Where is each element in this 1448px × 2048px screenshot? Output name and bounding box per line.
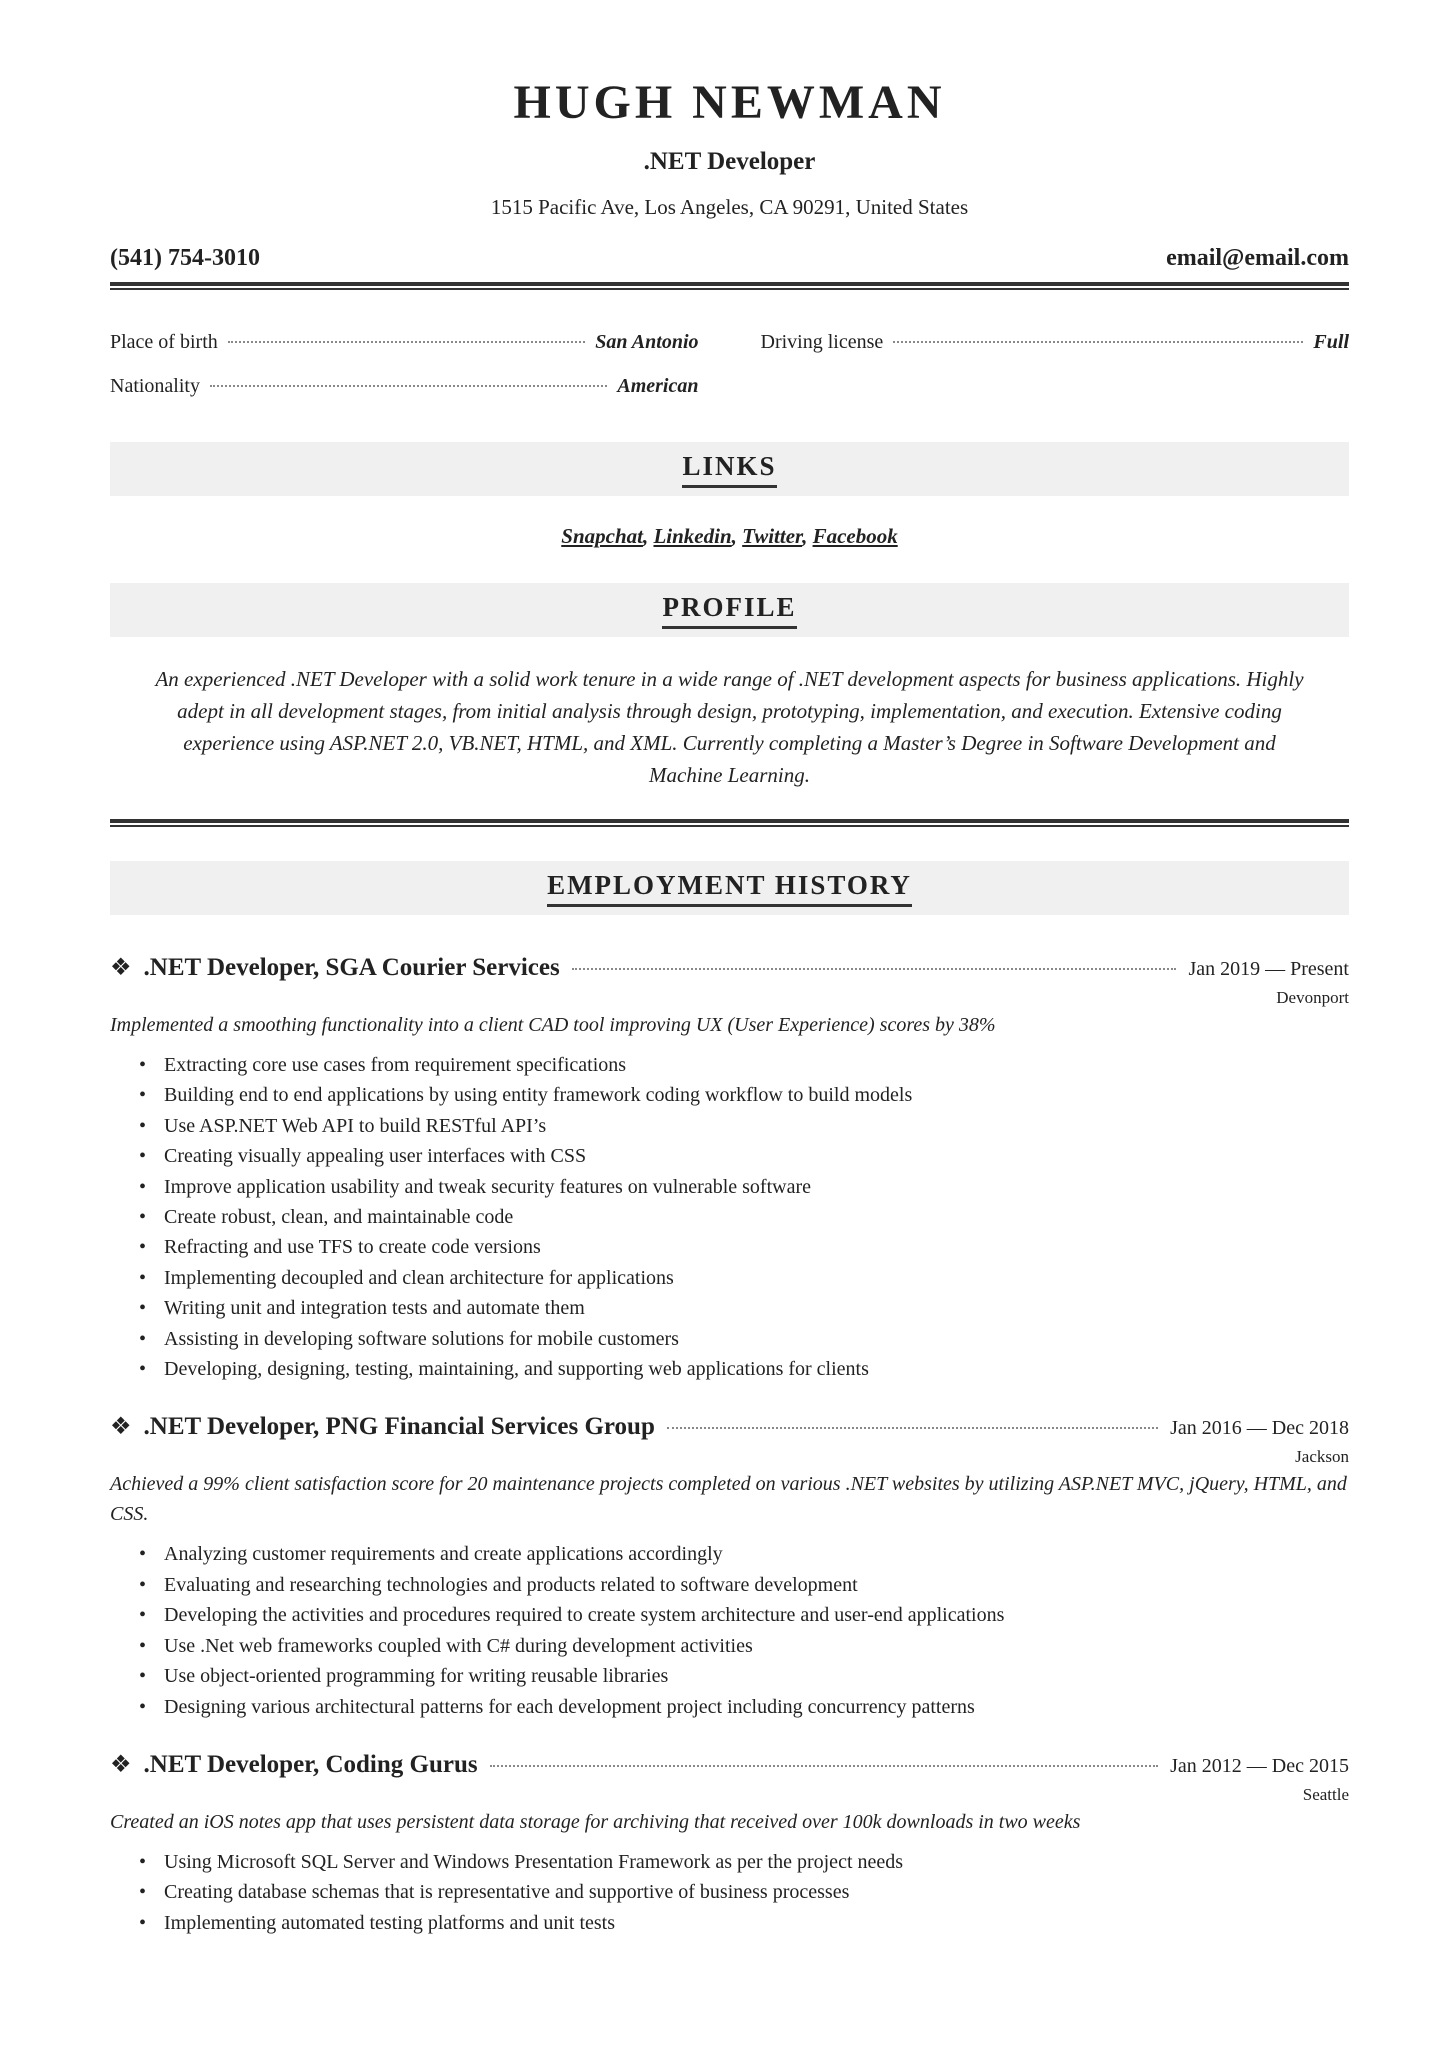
job-summary: Created an iOS notes app that uses persistent data storage for archiving that received over 100k downloads in two weeks (110, 1810, 1081, 1833)
job-bullets (110, 1539, 1349, 1721)
list-item: • Refracting and use TFS to create code versions (110, 1232, 1349, 1262)
detail-label: Place of birth (110, 331, 218, 353)
job-location: Jackson (1295, 1447, 1349, 1467)
link-snapchat[interactable]: Snapchat (561, 524, 643, 548)
dot-leader (490, 1765, 1159, 1767)
diamond-bullet-icon: ❖ (110, 955, 132, 981)
employment-list (110, 953, 1349, 1938)
section-title: LINKS (682, 451, 776, 488)
job-entry (110, 1412, 1349, 1721)
list-item: • Building end to end applications by using entity framework coding workflow to build models (110, 1080, 1349, 1110)
job-header (110, 1750, 1349, 1779)
list-item: • Assisting in developing software solutions for mobile customers (110, 1324, 1349, 1354)
job-title: .NET Developer, PNG Financial Services Group (143, 1413, 655, 1441)
link-linkedin[interactable]: Linkedin (653, 524, 732, 548)
link-twitter[interactable]: Twitter (742, 524, 803, 548)
job-header (110, 953, 1349, 982)
section-header-employment (110, 861, 1349, 915)
email[interactable]: email@email.com (1166, 245, 1349, 271)
list-item: • Improve application usability and tweak security features on vulnerable software (110, 1172, 1349, 1202)
job-location: Devonport (1276, 988, 1349, 1007)
list-item: • Designing various architectural patterns for each development project including concurrency patterns (110, 1692, 1349, 1722)
diamond-bullet-icon: ❖ (110, 1751, 132, 1778)
dot-leader (893, 341, 1303, 343)
section-title: PROFILE (662, 592, 796, 629)
contact-row (110, 244, 1349, 272)
list-item: • Use object-oriented programming for writing reusable libraries (110, 1661, 1349, 1691)
detail-value: Full (1313, 331, 1349, 353)
list-item: • Developing the activities and procedures required to create system architecture and user-end applications (110, 1600, 1349, 1630)
resume-page (110, 0, 1349, 1938)
job-bullets (110, 1050, 1349, 1384)
job-location: Seattle (1302, 1784, 1349, 1804)
detail-nationality (110, 372, 699, 400)
detail-label: Nationality (110, 375, 200, 397)
list-item: • Creating visually appealing user interfaces with CSS (110, 1141, 1349, 1171)
job-entry (110, 953, 1349, 1384)
candidate-name: HUGH NEWMAN (513, 76, 946, 129)
job-summary: Implemented a smoothing functionality into a client CAD tool improving UX (User Experience) scores by 38% (110, 1014, 996, 1036)
job-dates: Jan 2019 — Present (1188, 958, 1349, 980)
dot-leader (210, 385, 607, 387)
job-dates: Jan 2012 — Dec 2015 (1170, 1754, 1349, 1777)
dot-leader (228, 341, 586, 343)
job-summary: Achieved a 99% client satisfaction score for 20 maintenance projects completed on various .NET websites by utilizing ASP.NET MVC, jQuery, HTML, and CSS. (110, 1473, 1347, 1526)
link-facebook[interactable]: Facebook (812, 524, 898, 548)
job-bullets (110, 1847, 1349, 1938)
list-item: • Creating database schemas that is representative and supportive of business processes (110, 1877, 1349, 1907)
address: 1515 Pacific Ave, Los Angeles, CA 90291, United States (490, 195, 969, 219)
profile-text: An experienced .NET Developer with a solid work tenure in a wide range of .NET development aspects for business applications. Highly adept in all development stages, from initial analysis through design, prototyping, implementation, and execution. Extensive coding experience using ASP.NET 2.0, VB.NET, HTML, and XML. Currently completing a Master’s Degree in Software Development and Machine Learning. (155, 667, 1304, 787)
detail-label: Driving license (760, 331, 884, 353)
list-item: • Analyzing customer requirements and create applications accordingly (110, 1539, 1349, 1569)
list-item: • Using Microsoft SQL Server and Windows Presentation Framework as per the project needs (110, 1847, 1349, 1877)
divider (110, 819, 1349, 827)
list-item: • Evaluating and researching technologies and products related to software development (110, 1570, 1349, 1600)
job-title: .NET Developer, SGA Courier Services (143, 954, 560, 981)
links-list: Snapchat, Linkedin, Twitter, Facebook (561, 524, 898, 548)
detail-value: American (617, 375, 699, 397)
list-item: • Create robust, clean, and maintainable code (110, 1202, 1349, 1232)
section-title: EMPLOYMENT HISTORY (547, 870, 912, 907)
detail-driving-license (761, 328, 1350, 356)
list-item: • Writing unit and integration tests and automate them (110, 1293, 1349, 1323)
job-title: .NET Developer, Coding Gurus (143, 1750, 478, 1778)
dot-leader (572, 968, 1177, 970)
diamond-bullet-icon: ❖ (110, 1414, 132, 1441)
phone: (541) 754-3010 (110, 245, 260, 271)
list-item: • Implementing automated testing platforms and unit tests (110, 1908, 1349, 1938)
list-item: • Implementing decoupled and clean architecture for applications (110, 1263, 1349, 1293)
list-item: • Use .Net web frameworks coupled with C# during development activities (110, 1631, 1349, 1661)
list-item: • Extracting core use cases from requirement specifications (110, 1050, 1349, 1080)
section-header-profile (110, 583, 1349, 637)
detail-value: San Antonio (595, 331, 699, 353)
dot-leader (667, 1427, 1158, 1429)
job-dates: Jan 2016 — Dec 2018 (1170, 1417, 1349, 1440)
job-header (110, 1412, 1349, 1441)
list-item: • Developing, designing, testing, maintaining, and supporting web applications for clients (110, 1354, 1349, 1384)
list-item: • Use ASP.NET Web API to build RESTful API’s (110, 1111, 1349, 1141)
job-entry (110, 1750, 1349, 1938)
section-header-links (110, 442, 1349, 496)
divider (110, 282, 1349, 290)
personal-details (110, 328, 1349, 400)
candidate-title: .NET Developer (643, 148, 816, 175)
detail-place-of-birth (110, 328, 699, 356)
